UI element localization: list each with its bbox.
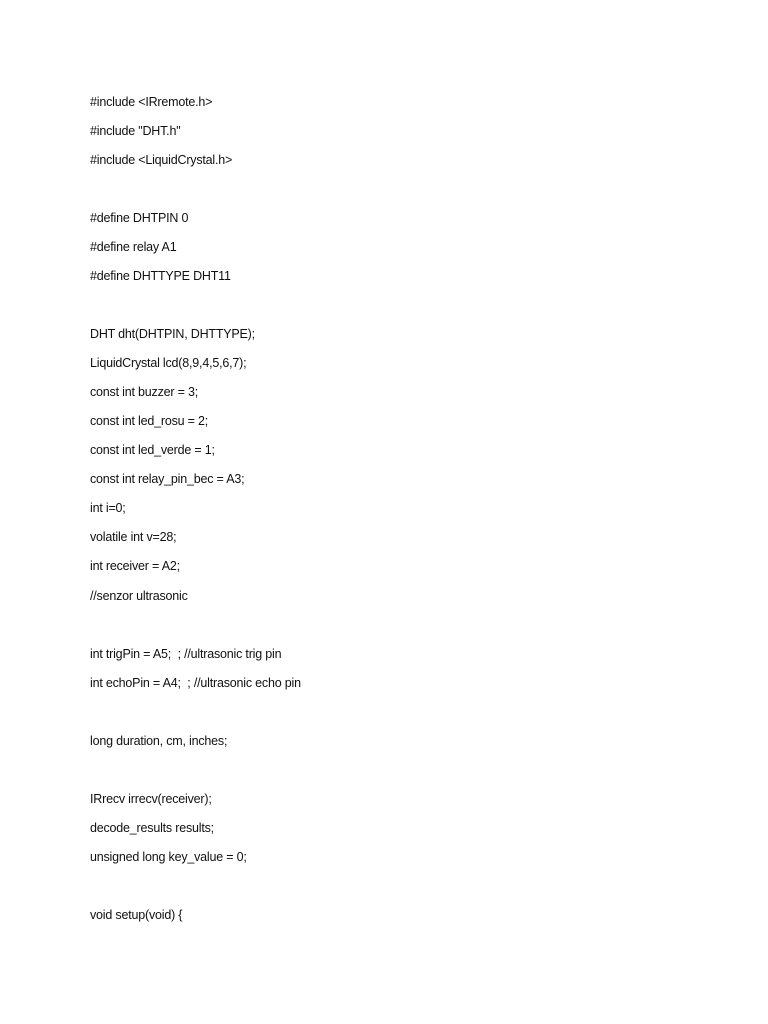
code-line: const int led_verde = 1; (90, 443, 215, 457)
code-line: const int buzzer = 3; (90, 385, 199, 399)
code-line: #include "DHT.h" (90, 124, 181, 138)
code-line: int receiver = A2; (90, 559, 180, 573)
code-line: decode_results results; (90, 821, 214, 835)
code-line: unsigned long key_value = 0; (90, 850, 247, 864)
code-line: const int relay_pin_bec = A3; (90, 472, 245, 486)
code-line: LiquidCrystal lcd(8,9,4,5,6,7); (90, 356, 247, 370)
code-line: #include <IRremote.h> (90, 95, 213, 109)
code-line: const int led_rosu = 2; (90, 414, 209, 428)
code-line: #include <LiquidCrystal.h> (90, 153, 233, 167)
code-line: int echoPin = A4; ; //ultrasonic echo pin (90, 676, 301, 690)
code-line: volatile int v=28; (90, 530, 177, 544)
code-line: #define relay A1 (90, 240, 177, 254)
code-line: int trigPin = A5; ; //ultrasonic trig pin (90, 647, 282, 661)
code-line: #define DHTPIN 0 (90, 211, 189, 225)
code-line: //senzor ultrasonic (90, 589, 188, 603)
code-line: IRrecv irrecv(receiver); (90, 792, 212, 806)
code-line: long duration, cm, inches; (90, 734, 228, 748)
code-line: #define DHTTYPE DHT11 (90, 269, 231, 283)
code-line: void setup(void) { (90, 908, 183, 922)
code-line: DHT dht(DHTPIN, DHTTYPE); (90, 327, 255, 341)
code-line: int i=0; (90, 501, 126, 515)
